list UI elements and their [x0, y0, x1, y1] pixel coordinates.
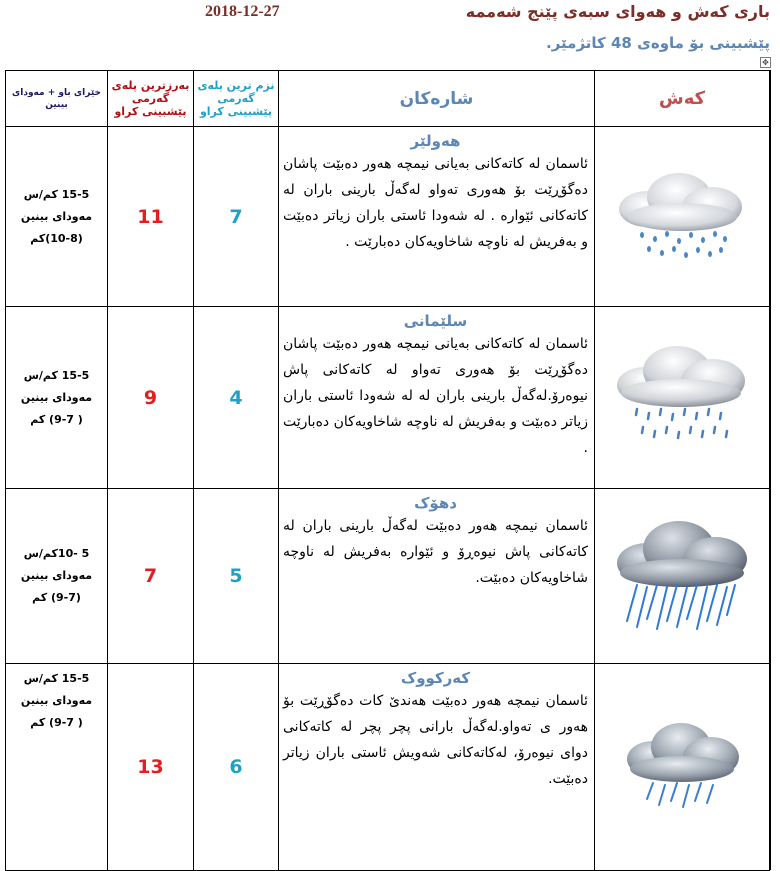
forecast-table: [5, 70, 770, 871]
wind-speed: 15-5 کم/س: [23, 187, 90, 201]
table-row: [6, 127, 770, 307]
max-temp: 13: [108, 664, 194, 871]
table-row: [6, 664, 770, 871]
min-temp: 6: [194, 664, 279, 871]
visibility-value: (9-7) کم: [32, 591, 81, 604]
cloud-rain-icon: [607, 343, 757, 453]
col-header-wind: خێرای باو + مەودای بینین: [6, 71, 108, 127]
table-row: [6, 307, 770, 489]
wind-cell: [6, 664, 108, 871]
col-header-sky: کەش: [595, 71, 770, 127]
forecast-text: ئاسمان نیمچە هەور دەبێت لەگەڵ بارینی باران لە کاتەکانی پاش نیوەڕۆ و ئێوارە بەفریش لە ناوچە شاخاویەکان دەبێت.: [283, 518, 588, 586]
forecast-text: ئاسمان لە کاتەکانی بەیانی نیمچە هەور دەبێت پاشان دەگۆڕێت بۆ هەوری تەواو لەگەڵ بارینی باران لە کاتەکانی ئێوارە . لە شەودا ئاستی باران زیاتر دەبێت و بەفریش لە ناوچە شاخاویەکان دەبارێت .: [283, 156, 588, 250]
col-header-max-temp: بەرزترین پلەی گەرمی پێشبینی کراو: [108, 71, 194, 127]
visibility-value: ( 9-7) کم: [30, 716, 83, 729]
max-temp: 11: [108, 127, 194, 307]
city-name: کەرکووک: [400, 669, 471, 687]
wind-speed: 15-5 کم/س: [23, 672, 90, 685]
city-cell: [279, 664, 595, 871]
col-header-city: شارەکان: [279, 71, 595, 127]
min-temp: 7: [194, 127, 279, 307]
forecast-text: ئاسمان لە کاتەکانی بەیانی نیمچە هەور دەبێت پاشان دەگۆڕێت بۆ هەوری تەواو لە کاتەکانی پاش نیوەرۆ.لەگەڵ بارینی باران لە لە شەودا ئاستی باران زیاتر دەبێت و بەفریش لە ناوچە شاخاویەکان دەبارێت .: [283, 336, 588, 456]
wind-cell: [6, 127, 108, 307]
visibility-value: (10-8)کم: [30, 231, 83, 245]
forecast-text: ئاسمان نیمچە هەور دەبێت هەندێ کات دەگۆڕێت بۆ هەور ی تەواو.لەگەڵ بارانی پچر پچر لە کاتەکانی دوای نیوەرۆ، لەکاتەکانی شەویش ئاستی باران زیاتر دەبێت.: [283, 693, 588, 787]
city-cell: [279, 307, 595, 489]
city-name: سلێمانی: [403, 312, 468, 330]
city-name: هەولێر: [410, 132, 461, 150]
min-temp: 5: [194, 489, 279, 664]
sky-cell: [595, 489, 770, 664]
cloud-drizzle-icon: [607, 167, 757, 267]
visibility-label: مەودای بینین: [20, 569, 93, 582]
sky-cell: [595, 307, 770, 489]
city-name: دهۆک: [414, 494, 457, 512]
table-header-row: [6, 71, 770, 127]
wind-cell: [6, 307, 108, 489]
col-header-min-temp: نزم ترین پلەی گەرمی پێشبینی کراو: [194, 71, 279, 127]
wind-speed: 15-5 کم/س: [23, 368, 90, 382]
city-cell: [279, 489, 595, 664]
heavy-rain-icon: [607, 501, 757, 651]
table-move-handle-icon[interactable]: ✥: [760, 57, 771, 68]
wind-speed: 5 -10کم/س: [23, 547, 90, 560]
sky-cell: [595, 664, 770, 871]
wind-cell: [6, 489, 108, 664]
max-temp: 9: [108, 307, 194, 489]
storm-cloud-rain-icon: [617, 717, 747, 817]
visibility-value: ( 9-7) کم: [30, 412, 83, 426]
title-date: 2018-12-27: [205, 3, 280, 20]
visibility-label: مەودای بینین: [20, 694, 93, 707]
min-temp: 4: [194, 307, 279, 489]
visibility-label: مەودای بینین: [20, 209, 93, 223]
page-title: [0, 0, 780, 22]
visibility-label: مەودای بینین: [20, 390, 93, 404]
page-subtitle: پێشبینی بۆ ماوەی 48 کاتژمێر.: [546, 34, 770, 52]
title-text: باری کەش و هەوای سبەی پێنج شەممە: [465, 2, 770, 21]
sky-cell: [595, 127, 770, 307]
city-cell: [279, 127, 595, 307]
max-temp: 7: [108, 489, 194, 664]
table-row: [6, 489, 770, 664]
